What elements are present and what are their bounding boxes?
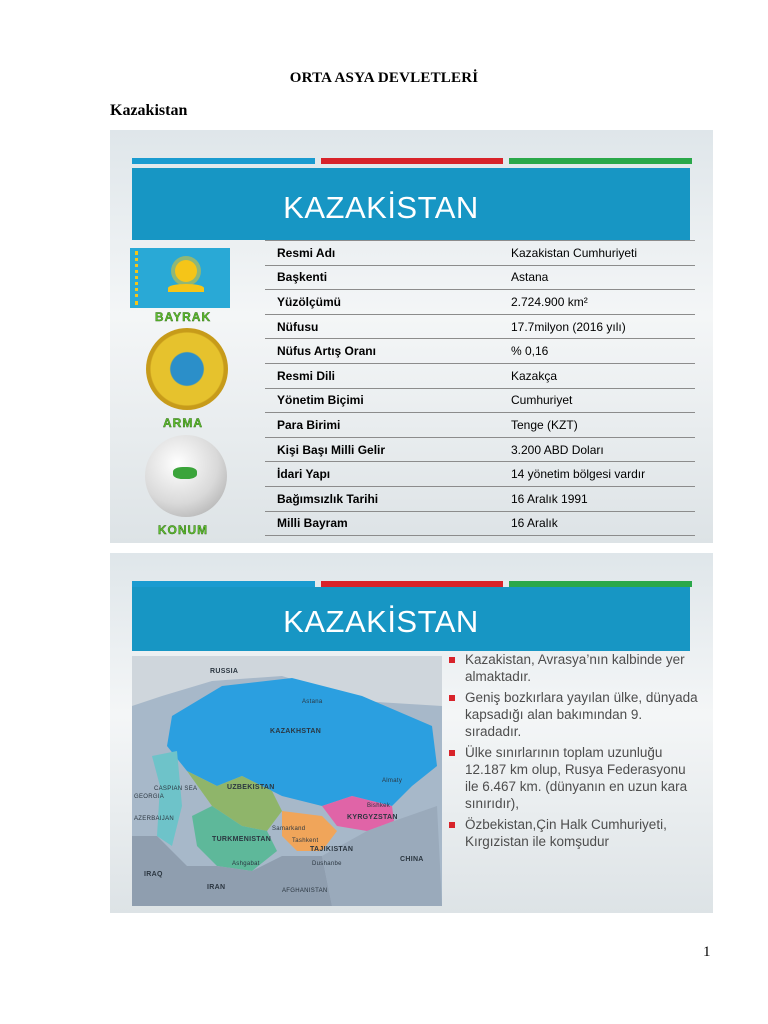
map-label-samarkand: Samarkand — [272, 826, 306, 832]
fact-key: Milli Bayram — [265, 511, 499, 536]
globe-image — [145, 435, 227, 517]
map-label-astana: Astana — [302, 699, 323, 705]
map-label-iran: IRAN — [207, 884, 226, 891]
fact-value: Kazakistan Cumhuriyeti — [499, 241, 695, 266]
fact-key: Nüfusu — [265, 314, 499, 339]
region-map — [132, 656, 442, 906]
facts-row — [265, 290, 695, 315]
facts-row — [265, 339, 695, 364]
bullet-icon — [449, 657, 455, 663]
fact-value: 3.200 ABD Doları — [499, 437, 695, 462]
facts-row — [265, 388, 695, 413]
fact-key: Para Birimi — [265, 413, 499, 438]
fact-key: Yüzölçümü — [265, 290, 499, 315]
slide-title: KAZAKİSTAN — [283, 190, 479, 225]
fact-value: Tenge (KZT) — [499, 413, 695, 438]
map-label-bishkek: Bishkek — [367, 803, 391, 809]
fact-value: 17.7milyon (2016 yılı) — [499, 314, 695, 339]
bullet-text: Özbekistan,Çin Halk Cumhuriyeti, Kırgızistan ile komşudur — [465, 817, 667, 849]
bullet-item — [445, 651, 700, 685]
fact-value: Cumhuriyet — [499, 388, 695, 413]
section-heading: Kazakistan — [110, 102, 188, 119]
map-label-kyrgyzstan: KYRGYZSTAN — [347, 814, 398, 821]
map-label-dushanbe: Dushanbe — [312, 861, 342, 867]
emblem-image — [146, 328, 228, 410]
map-label-caspian: CASPIAN SEA — [154, 786, 198, 792]
document-title: ORTA ASYA DEVLETLERİ — [289, 70, 479, 86]
facts-row — [265, 363, 695, 388]
slide-title: KAZAKİSTAN — [283, 604, 479, 639]
fact-value: 2.724.900 km² — [499, 290, 695, 315]
kazakhstan-highlight — [173, 467, 197, 479]
page-number: 1 — [703, 944, 711, 960]
fact-key: Bağımsızlık Tarihi — [265, 486, 499, 511]
map-label-uzbekistan: UZBEKISTAN — [227, 784, 275, 791]
red-stripe — [321, 158, 504, 164]
facts-row — [265, 413, 695, 438]
flag-eagle-icon — [168, 284, 204, 292]
facts-table — [265, 240, 695, 536]
facts-row — [265, 437, 695, 462]
fact-key: Resmi Dili — [265, 363, 499, 388]
bullet-icon — [449, 750, 455, 756]
flag-label: BAYRAK — [154, 310, 212, 324]
fact-value: Astana — [499, 265, 695, 290]
slide-banner — [132, 587, 690, 651]
fact-key: Kişi Başı Milli Gelir — [265, 437, 499, 462]
map-label-azerbaijan: AZERBAIJAN — [134, 816, 175, 822]
fact-key: Nüfus Artış Oranı — [265, 339, 499, 364]
facts-row — [265, 486, 695, 511]
flag-image — [130, 248, 230, 308]
facts-row — [265, 241, 695, 266]
flag-ornament — [135, 251, 146, 305]
map-label-tajikistan: TAJIKISTAN — [310, 846, 354, 853]
color-stripes — [132, 158, 692, 164]
map-label-georgia: GEORGIA — [134, 794, 165, 800]
map-label-kazakhstan: KAZAKHSTAN — [270, 728, 322, 735]
fact-value: % 0,16 — [499, 339, 695, 364]
bullet-item — [445, 816, 700, 850]
map-label-ashgabat: Ashgabat — [232, 861, 260, 867]
bullet-item — [445, 744, 700, 812]
bullet-icon — [449, 822, 455, 828]
flag-sun-icon — [175, 260, 197, 282]
fact-key: Yönetim Biçimi — [265, 388, 499, 413]
fact-value: 14 yönetim bölgesi vardır — [499, 462, 695, 487]
facts-row — [265, 314, 695, 339]
green-stripe — [509, 158, 692, 164]
fact-key: Başkenti — [265, 265, 499, 290]
fact-key: İdari Yapı — [265, 462, 499, 487]
fact-value: 16 Aralık 1991 — [499, 486, 695, 511]
facts-row — [265, 265, 695, 290]
fact-value: Kazakça — [499, 363, 695, 388]
fact-key: Resmi Adı — [265, 241, 499, 266]
location-label: KONUM — [157, 523, 209, 537]
slide-facts — [110, 130, 713, 543]
bullet-text: Ülke sınırlarının toplam uzunluğu 12.187 km olup, Rusya Federasyonu ile 6.467 km. (dünyanın en uzun kara sınırıdır), — [465, 745, 688, 811]
slide-banner — [132, 168, 690, 240]
map-label-russia: RUSSIA — [210, 668, 239, 675]
slide-geography — [110, 553, 713, 913]
bullet-text: Kazakistan, Avrasya’nın kalbinde yer almaktadır. — [465, 652, 685, 684]
facts-row — [265, 462, 695, 487]
bullet-icon — [449, 695, 455, 701]
facts-row — [265, 511, 695, 536]
bullet-text: Geniş bozkırlara yayılan ülke, dünyada kapsadığı alan bakımından 9. sıradadır. — [465, 690, 698, 739]
fact-value: 16 Aralık — [499, 511, 695, 536]
bullet-list — [445, 651, 700, 854]
emblem-label: ARMA — [163, 416, 203, 430]
map-label-china: CHINA — [400, 856, 424, 863]
map-label-iraq: IRAQ — [144, 871, 163, 878]
symbols-column — [128, 248, 238, 538]
blue-stripe — [132, 158, 315, 164]
map-label-almaty: Almaty — [382, 778, 403, 784]
map-label-tashkent: Tashkent — [292, 838, 319, 844]
bullet-item — [445, 689, 700, 740]
map-label-afghanistan: AFGHANISTAN — [282, 888, 328, 894]
map-label-turkmenistan: TURKMENISTAN — [212, 836, 272, 843]
